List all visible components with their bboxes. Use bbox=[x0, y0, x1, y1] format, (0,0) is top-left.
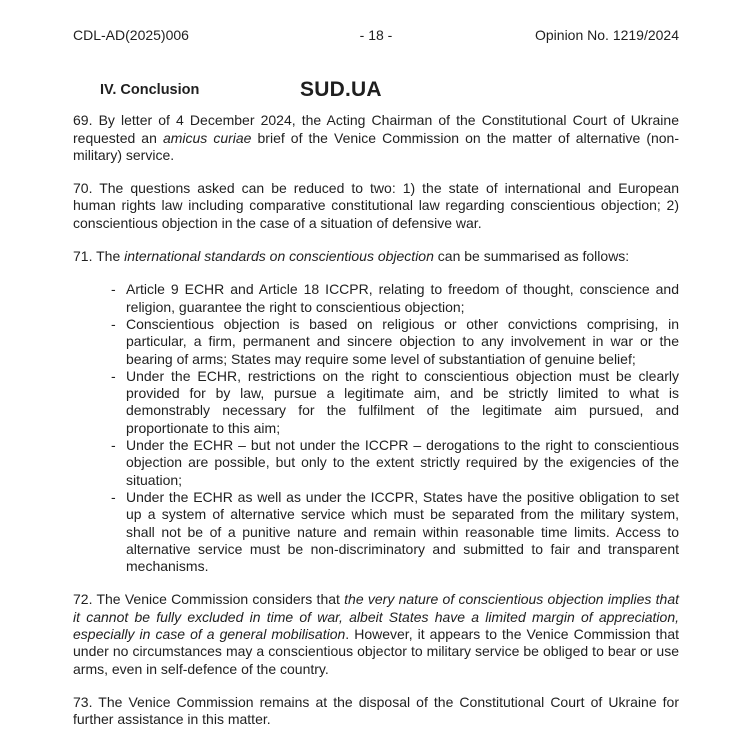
paragraph-text bbox=[73, 591, 679, 676]
paragraph-number: 70. bbox=[73, 180, 93, 197]
dash-bullet-marker: - bbox=[111, 437, 116, 454]
text-run: The Venice Commission remains at the disposal of the Constitutional Court of Ukraine for further assistance in this matter. bbox=[73, 693, 679, 728]
paragraph-69 bbox=[73, 112, 679, 164]
italic-text-run: the very nature of conscientious objection implies that it cannot be fully excluded in time of war, albeit States have a limited margin of appreciation, especially in case of a general mobilisation bbox=[73, 591, 679, 643]
text-run: Article 9 ECHR and Article 18 ICCPR, relating to freedom of thought, conscience and religion, guarantee the right to conscientious objection; bbox=[126, 281, 679, 315]
page-header bbox=[73, 27, 679, 44]
text-run: brief of the Venice Commission on the matter of alternative (non-military) service. bbox=[73, 129, 680, 163]
text-run: The questions asked can be reduced to two: 1) the state of international and European human rights law including comparative constitutional law regarding conscientious objection; 2) conscientious objection in the case of a situation of defensive war. bbox=[73, 180, 679, 231]
text-run: By letter of 4 December 2024, the Acting Chairman of the Constitutional Court of Ukraine requested an bbox=[73, 112, 679, 146]
dash-bullet-marker: - bbox=[111, 488, 116, 505]
text-run: . However, it appears to the Venice Commission that under no circumstances may a conscientious objector to military service be obliged to bear or use arms, even in self-defence of the country. bbox=[73, 626, 680, 677]
text-run: Under the ECHR, restrictions on the right to conscientious objection must be clearly provided for by law, pursue a legitimate aim, and be strictly limited to what is demonstrably necessary for the fulfilment of the legitimate aim pursued, and proportionate to this aim; bbox=[126, 367, 679, 436]
section-title: IV. Conclusion bbox=[100, 82, 200, 99]
standards-bullet-list bbox=[73, 281, 679, 575]
document-reference: CDL-AD(2025)006 bbox=[73, 27, 189, 43]
dash-bullet-marker: - bbox=[111, 315, 116, 332]
dash-bullet-marker: - bbox=[111, 281, 116, 298]
opinion-number: Opinion No. 1219/2024 bbox=[535, 27, 679, 43]
section-title-row bbox=[73, 78, 679, 103]
paragraph-number: 72. bbox=[73, 591, 93, 608]
list-item bbox=[73, 281, 679, 316]
text-run: Under the ECHR as well as under the ICCPR, States have the positive obligation to set up a system of alternative service which must be separated from the military system, shall not be of a punitive nature and remain within reasonable time limits. Access to alternative service must be non-discriminatory and submitted to fair and transparent mechanisms. bbox=[126, 488, 679, 575]
paragraph-72 bbox=[73, 591, 679, 677]
page-number: - 18 - bbox=[359, 27, 393, 43]
paragraph-text bbox=[92, 248, 629, 264]
paragraph-70 bbox=[73, 180, 679, 232]
text-run: Conscientious objection is based on religious or other convictions comprising, in particular, a firm, permanent and sincere objection to any involvement in war or the bearing of arms; States may require some level of substantiation of genuine belief; bbox=[126, 315, 679, 367]
sud-ua-watermark: SUD.UA bbox=[300, 78, 382, 102]
list-item bbox=[73, 368, 679, 437]
paragraph-71 bbox=[73, 248, 679, 265]
list-item-text bbox=[126, 316, 679, 368]
text-run: The Venice Commission considers that bbox=[92, 591, 345, 608]
paragraph-number: 69. bbox=[73, 112, 93, 129]
list-item-text bbox=[126, 368, 679, 437]
paragraph-text bbox=[73, 694, 679, 727]
paragraph-number: 71. bbox=[73, 248, 93, 265]
list-item-text bbox=[126, 489, 679, 575]
list-item bbox=[73, 489, 679, 575]
list-item bbox=[73, 437, 679, 489]
italic-text-run: amicus curiae bbox=[162, 129, 252, 146]
text-run: The bbox=[92, 248, 125, 265]
list-item-text bbox=[126, 281, 679, 316]
text-run: can be summarised as follows: bbox=[433, 248, 630, 265]
paragraph-text bbox=[73, 112, 679, 163]
paragraph-number: 73. bbox=[73, 693, 93, 710]
dash-bullet-marker: - bbox=[111, 367, 116, 384]
list-item bbox=[73, 316, 679, 368]
paragraph-text bbox=[73, 180, 679, 231]
text-run: Under the ECHR – but not under the ICCPR – derogations to the right to conscientious objection are possible, but only to the extent strictly required by the exigencies of the situation; bbox=[126, 437, 679, 488]
italic-text-run: international standards on conscientious objection bbox=[124, 248, 434, 265]
list-item-text bbox=[126, 437, 679, 489]
paragraph-73 bbox=[73, 694, 679, 729]
